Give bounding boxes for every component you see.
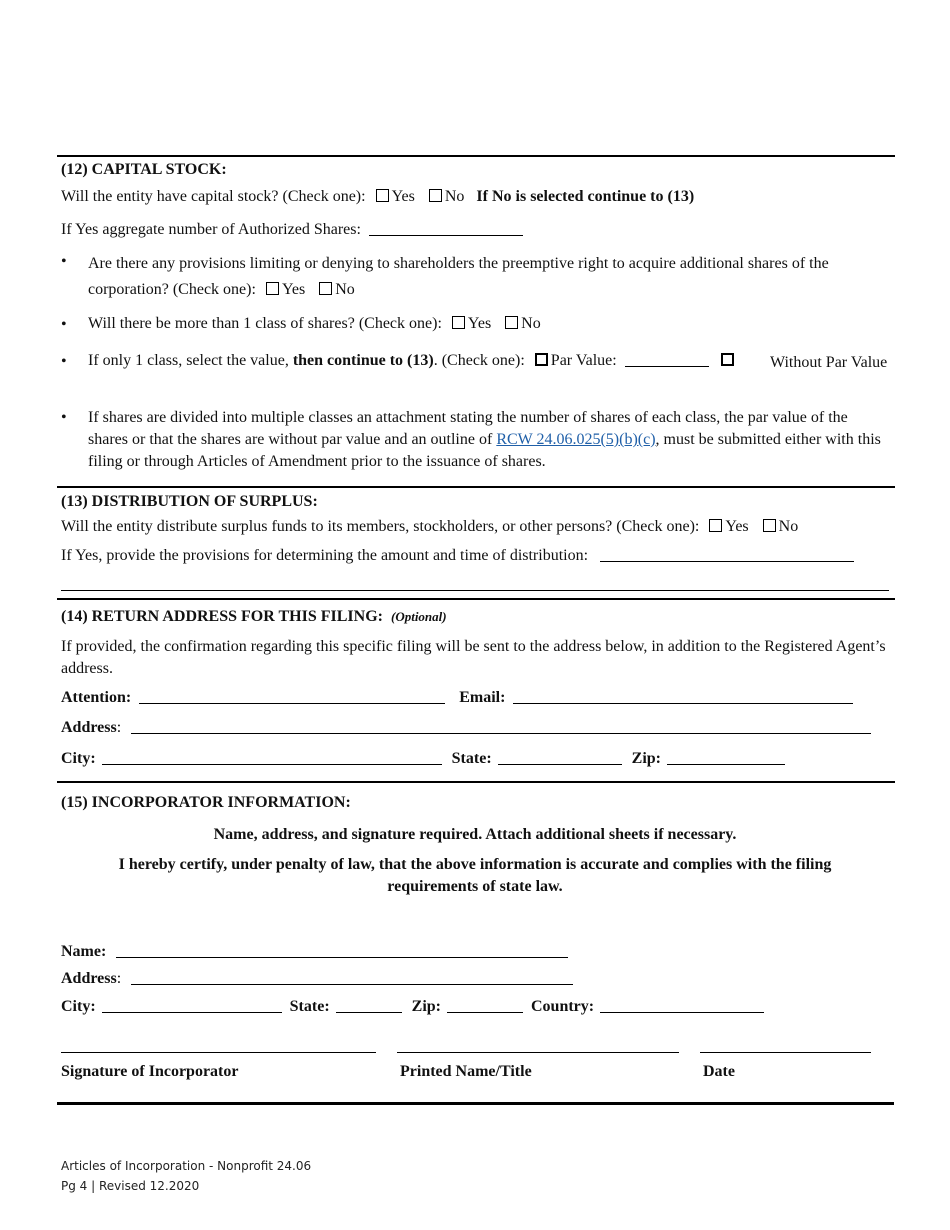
incorporator-name-field[interactable] bbox=[116, 943, 568, 958]
attention-field[interactable] bbox=[139, 689, 445, 704]
address-row: Address: bbox=[61, 719, 871, 737]
surplus-question: Will the entity distribute surplus funds to its members, stockholders, or other persons? (Check one): Yes No bbox=[61, 518, 799, 535]
signature-label: Signature of Incorporator bbox=[61, 1063, 239, 1080]
par-value-checkbox[interactable] bbox=[535, 353, 548, 366]
authorized-shares-field[interactable] bbox=[369, 221, 523, 236]
printed-name-field[interactable] bbox=[397, 1052, 679, 1053]
rcw-link[interactable]: RCW 24.06.025(5)(b)(c) bbox=[496, 431, 656, 448]
preemptive-no-checkbox[interactable] bbox=[319, 282, 332, 295]
zip-field[interactable] bbox=[667, 750, 785, 765]
address-field[interactable] bbox=[131, 719, 871, 734]
capital-stock-question: Will the entity have capital stock? (Check one): Yes No If No is selected continue to (13) bbox=[61, 188, 695, 205]
multiple-classes-no-checkbox[interactable] bbox=[505, 316, 518, 329]
section-15-heading: (15) INCORPORATOR INFORMATION: bbox=[61, 794, 351, 811]
incorporator-city-state-zip-row: City: State: Zip: Country: bbox=[61, 998, 764, 1016]
incorporator-city-field[interactable] bbox=[102, 998, 282, 1013]
continue-note: If No is selected continue to (13) bbox=[476, 188, 695, 205]
without-par-checkbox[interactable] bbox=[721, 353, 734, 366]
class-of-shares-question: Will there be more than 1 class of shares? (Check one): Yes No bbox=[88, 315, 541, 332]
footer-page: Pg 4 | Revised 12.2020 bbox=[61, 1179, 200, 1193]
authorized-shares-row: If Yes aggregate number of Authorized Shares: bbox=[61, 221, 523, 239]
signature-requirement: Name, address, and signature required. Attach additional sheets if necessary. bbox=[213, 826, 737, 843]
section-divider bbox=[57, 155, 895, 157]
footer-title: Articles of Incorporation - Nonprofit 24.06 bbox=[61, 1159, 312, 1173]
incorporator-state-field[interactable] bbox=[336, 998, 402, 1013]
section-12-heading: (12) CAPITAL STOCK: bbox=[61, 161, 227, 178]
incorporator-address-row: Address: bbox=[61, 970, 573, 988]
section-14-heading: (14) RETURN ADDRESS FOR THIS FILING: (Optional) bbox=[61, 608, 447, 625]
incorporator-name-row: Name: bbox=[61, 943, 568, 961]
city-field[interactable] bbox=[102, 750, 442, 765]
bullet-icon: • bbox=[61, 316, 67, 333]
return-address-description: If provided, the confirmation regarding this specific filing will be sent to the address below, in addition to the Registered Agent’s address. bbox=[61, 638, 886, 677]
city-state-zip-row: City: State: Zip: bbox=[61, 750, 785, 768]
multiple-classes-note: If shares are divided into multiple classes an attachment stating the number of shares of each class, the par value of the shares or that the shares are without par value and an outline of RCW 24.06.025(5)(b)(c), must be submitted either with this filing or through Articles of Amendment prior to the issuance of shares. bbox=[88, 409, 881, 470]
email-field[interactable] bbox=[513, 689, 853, 704]
surplus-no-checkbox[interactable] bbox=[763, 519, 776, 532]
bullet-icon: • bbox=[61, 409, 67, 426]
bullet-icon: • bbox=[61, 353, 67, 370]
preemptive-yes-checkbox[interactable] bbox=[266, 282, 279, 295]
provisions-field-line-1[interactable] bbox=[600, 547, 854, 562]
date-field[interactable] bbox=[700, 1052, 871, 1053]
without-par-label: Without Par Value bbox=[770, 354, 888, 371]
provisions-field-line-2[interactable] bbox=[61, 590, 889, 591]
section-divider bbox=[57, 781, 895, 783]
section-divider bbox=[57, 1102, 894, 1105]
no-label: No bbox=[444, 188, 465, 205]
capital-stock-yes-checkbox[interactable] bbox=[376, 189, 389, 202]
capital-stock-no-checkbox[interactable] bbox=[429, 189, 442, 202]
multiple-classes-yes-checkbox[interactable] bbox=[452, 316, 465, 329]
preemptive-rights-question: Are there any provisions limiting or denying to shareholders the preemptive right to acquire additional shares of the corporation? (Check one): Yes No bbox=[88, 255, 829, 298]
signature-field[interactable] bbox=[61, 1052, 376, 1053]
bullet-icon: • bbox=[61, 253, 67, 270]
date-label: Date bbox=[703, 1063, 735, 1080]
distribution-provisions-row: If Yes, provide the provisions for determining the amount and time of distribution: bbox=[61, 547, 854, 565]
section-divider bbox=[57, 486, 895, 488]
certification-statement: I hereby certify, under penalty of law, that the above information is accurate and complies with the filing requirements of state law. bbox=[118, 856, 832, 895]
par-value-field[interactable] bbox=[625, 352, 709, 367]
incorporator-address-field[interactable] bbox=[131, 970, 573, 985]
single-class-value-row: If only 1 class, select the value, then continue to (13). (Check one): Par Value: bbox=[88, 352, 737, 370]
section-divider bbox=[57, 598, 895, 600]
printed-name-label: Printed Name/Title bbox=[400, 1063, 532, 1080]
section-13-heading: (13) DISTRIBUTION OF SURPLUS: bbox=[61, 493, 318, 510]
incorporator-zip-field[interactable] bbox=[447, 998, 523, 1013]
surplus-yes-checkbox[interactable] bbox=[709, 519, 722, 532]
state-field[interactable] bbox=[498, 750, 622, 765]
incorporator-country-field[interactable] bbox=[600, 998, 764, 1013]
attention-row: Attention: Email: bbox=[61, 689, 853, 707]
yes-label: Yes bbox=[391, 188, 415, 205]
